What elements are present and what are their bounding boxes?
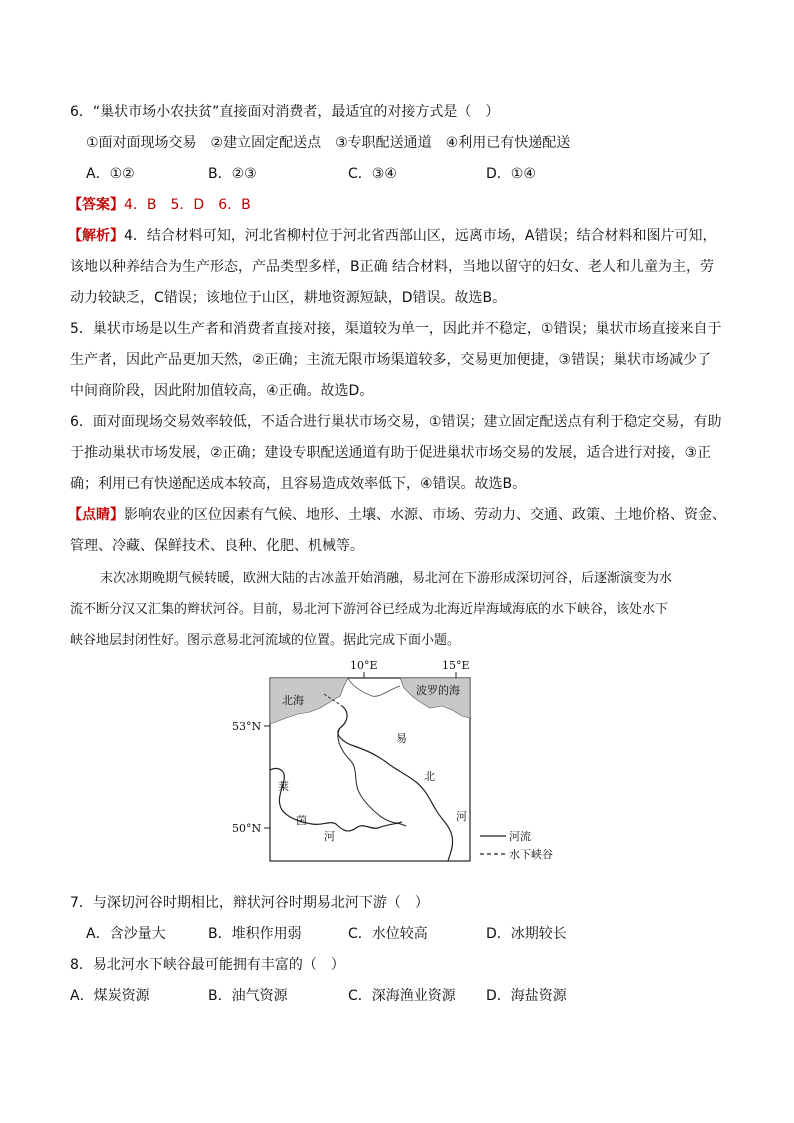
analysis-line-6: 中间商阶段，因此附加值较高，④正确。故选D。 [70, 383, 374, 399]
analysis-line-4: 5．巢状市场是以生产者和消费者直接对接，渠道较为单一，因此并不稳定，①错误；巢状市场直接来自于 [70, 321, 722, 337]
answer-line [68, 195, 728, 215]
lon-label-15: 15°E [442, 659, 470, 672]
coastline [348, 678, 400, 696]
answer-tag: 【答案】 [68, 197, 124, 213]
analysis-line-1 [68, 226, 728, 246]
tips-line-2: 管理、冷藏、保鲜技术、良种、化肥、机械等。 [70, 538, 364, 554]
elbe-char-3: 河 [456, 810, 467, 823]
q8-option-c: C．深海渔业资源 [348, 988, 456, 1004]
q6-option-a: A．①② [86, 166, 135, 182]
elbe-map-svg [230, 656, 580, 866]
tips-tag: 【点睛】 [68, 507, 124, 523]
q6-option-d: D．①④ [486, 166, 536, 182]
lon-label-10: 10°E [350, 659, 378, 672]
elbe-river [338, 706, 453, 861]
north-sea-label: 北海 [282, 694, 304, 707]
lat-label-50: 50°N [232, 822, 262, 835]
elbe-char-1: 易 [396, 732, 407, 745]
analysis-tag: 【解析】 [68, 228, 124, 244]
tips-text-1: 影响农业的区位因素有气候、地形、土壤、水源、市场、劳动力、交通、政策、土地价格、资金、 [124, 507, 726, 523]
analysis-text-1: 4．结合材料可知，河北省柳村位于河北省西部山区，远离市场，A错误；结合材料和图片可知， [124, 228, 717, 244]
rhine-char-2: 茵 [296, 814, 307, 827]
rhine-char-1: 莱 [278, 780, 289, 793]
rhine-char-3: 河 [324, 830, 335, 843]
analysis-line-5: 生产者，因此产品更加天然，②正确；主流无限市场渠道较多，交易更加便捷，③错误；巢状市场减少了 [70, 352, 712, 368]
elbe-char-2: 北 [424, 770, 435, 783]
q7-option-d: D．冰期较长 [486, 926, 567, 942]
elbe-map [230, 656, 580, 866]
q6-items: ①面对面现场交易 ②建立固定配送点 ③专职配送通道 ④利用已有快递配送 [86, 135, 571, 151]
legend-canyon-label: 水下峡谷 [509, 848, 553, 861]
q7-option-c: C．水位较高 [348, 926, 428, 942]
material-line-1: 末次冰期晚期气候转暖，欧洲大陆的古冰盖开始消融，易北河在下游形成深切河谷，后逐渐演变为水 [100, 571, 673, 586]
q7-stem: 7．与深切河谷时期相比，辩状河谷时期易北河下游（ ） [70, 895, 429, 911]
tips-line-1 [68, 505, 728, 525]
q8-option-a: A．煤炭资源 [70, 988, 150, 1004]
q6-option-c: C．③④ [348, 166, 397, 182]
analysis-line-7: 6．面对面现场交易效率较低，不适合进行巢状市场交易，①错误；建立固定配送点有利于稳定交易，有助 [70, 414, 722, 430]
analysis-line-2: 该地以种养结合为生产形态，产品类型多样，B正确 结合材料，当地以留守的妇女、老人和儿童为主，劳 [70, 259, 715, 275]
q6-stem: 6．“巢状市场小农扶贫”直接面对消费者，最适宜的对接方式是（ ） [70, 104, 500, 120]
q7-option-b: B．堆积作用弱 [208, 926, 302, 942]
q8-option-b: B．油气资源 [208, 988, 288, 1004]
lat-label-53: 53°N [232, 720, 262, 733]
baltic-sea-label: 波罗的海 [416, 684, 460, 697]
q8-option-d: D．海盐资源 [486, 988, 567, 1004]
analysis-line-9: 确；利用已有快递配送成本较高，且容易造成效率低下，④错误。故选B。 [70, 476, 527, 492]
material-line-2: 流不断分汉又汇集的辫状河谷。目前，易北河下游河谷已经成为北海近岸海域海底的水下峡谷，该处水下 [70, 602, 669, 617]
rhine-river [270, 768, 402, 831]
q8-stem: 8．易北河水下峡谷最可能拥有丰富的（ ） [70, 957, 345, 973]
analysis-line-8: 于推动巢状市场发展，②正确；建设专职配送通道有助于促进巢状市场交易的发展，适合进行对接，③正 [70, 445, 712, 461]
material-line-3: 峡谷地层封闭性好。图示意易北河流域的位置。据此完成下面小题。 [70, 633, 461, 648]
q6-option-b: B．②③ [208, 166, 257, 182]
answer-text: 4．B 5．D 6．B [124, 197, 251, 213]
analysis-line-3: 动力较缺乏，C错误；该地位于山区，耕地资源短缺，D错误。故选B。 [70, 290, 507, 306]
q7-option-a: A．含沙量大 [86, 926, 166, 942]
legend-river-label: 河流 [509, 830, 531, 843]
